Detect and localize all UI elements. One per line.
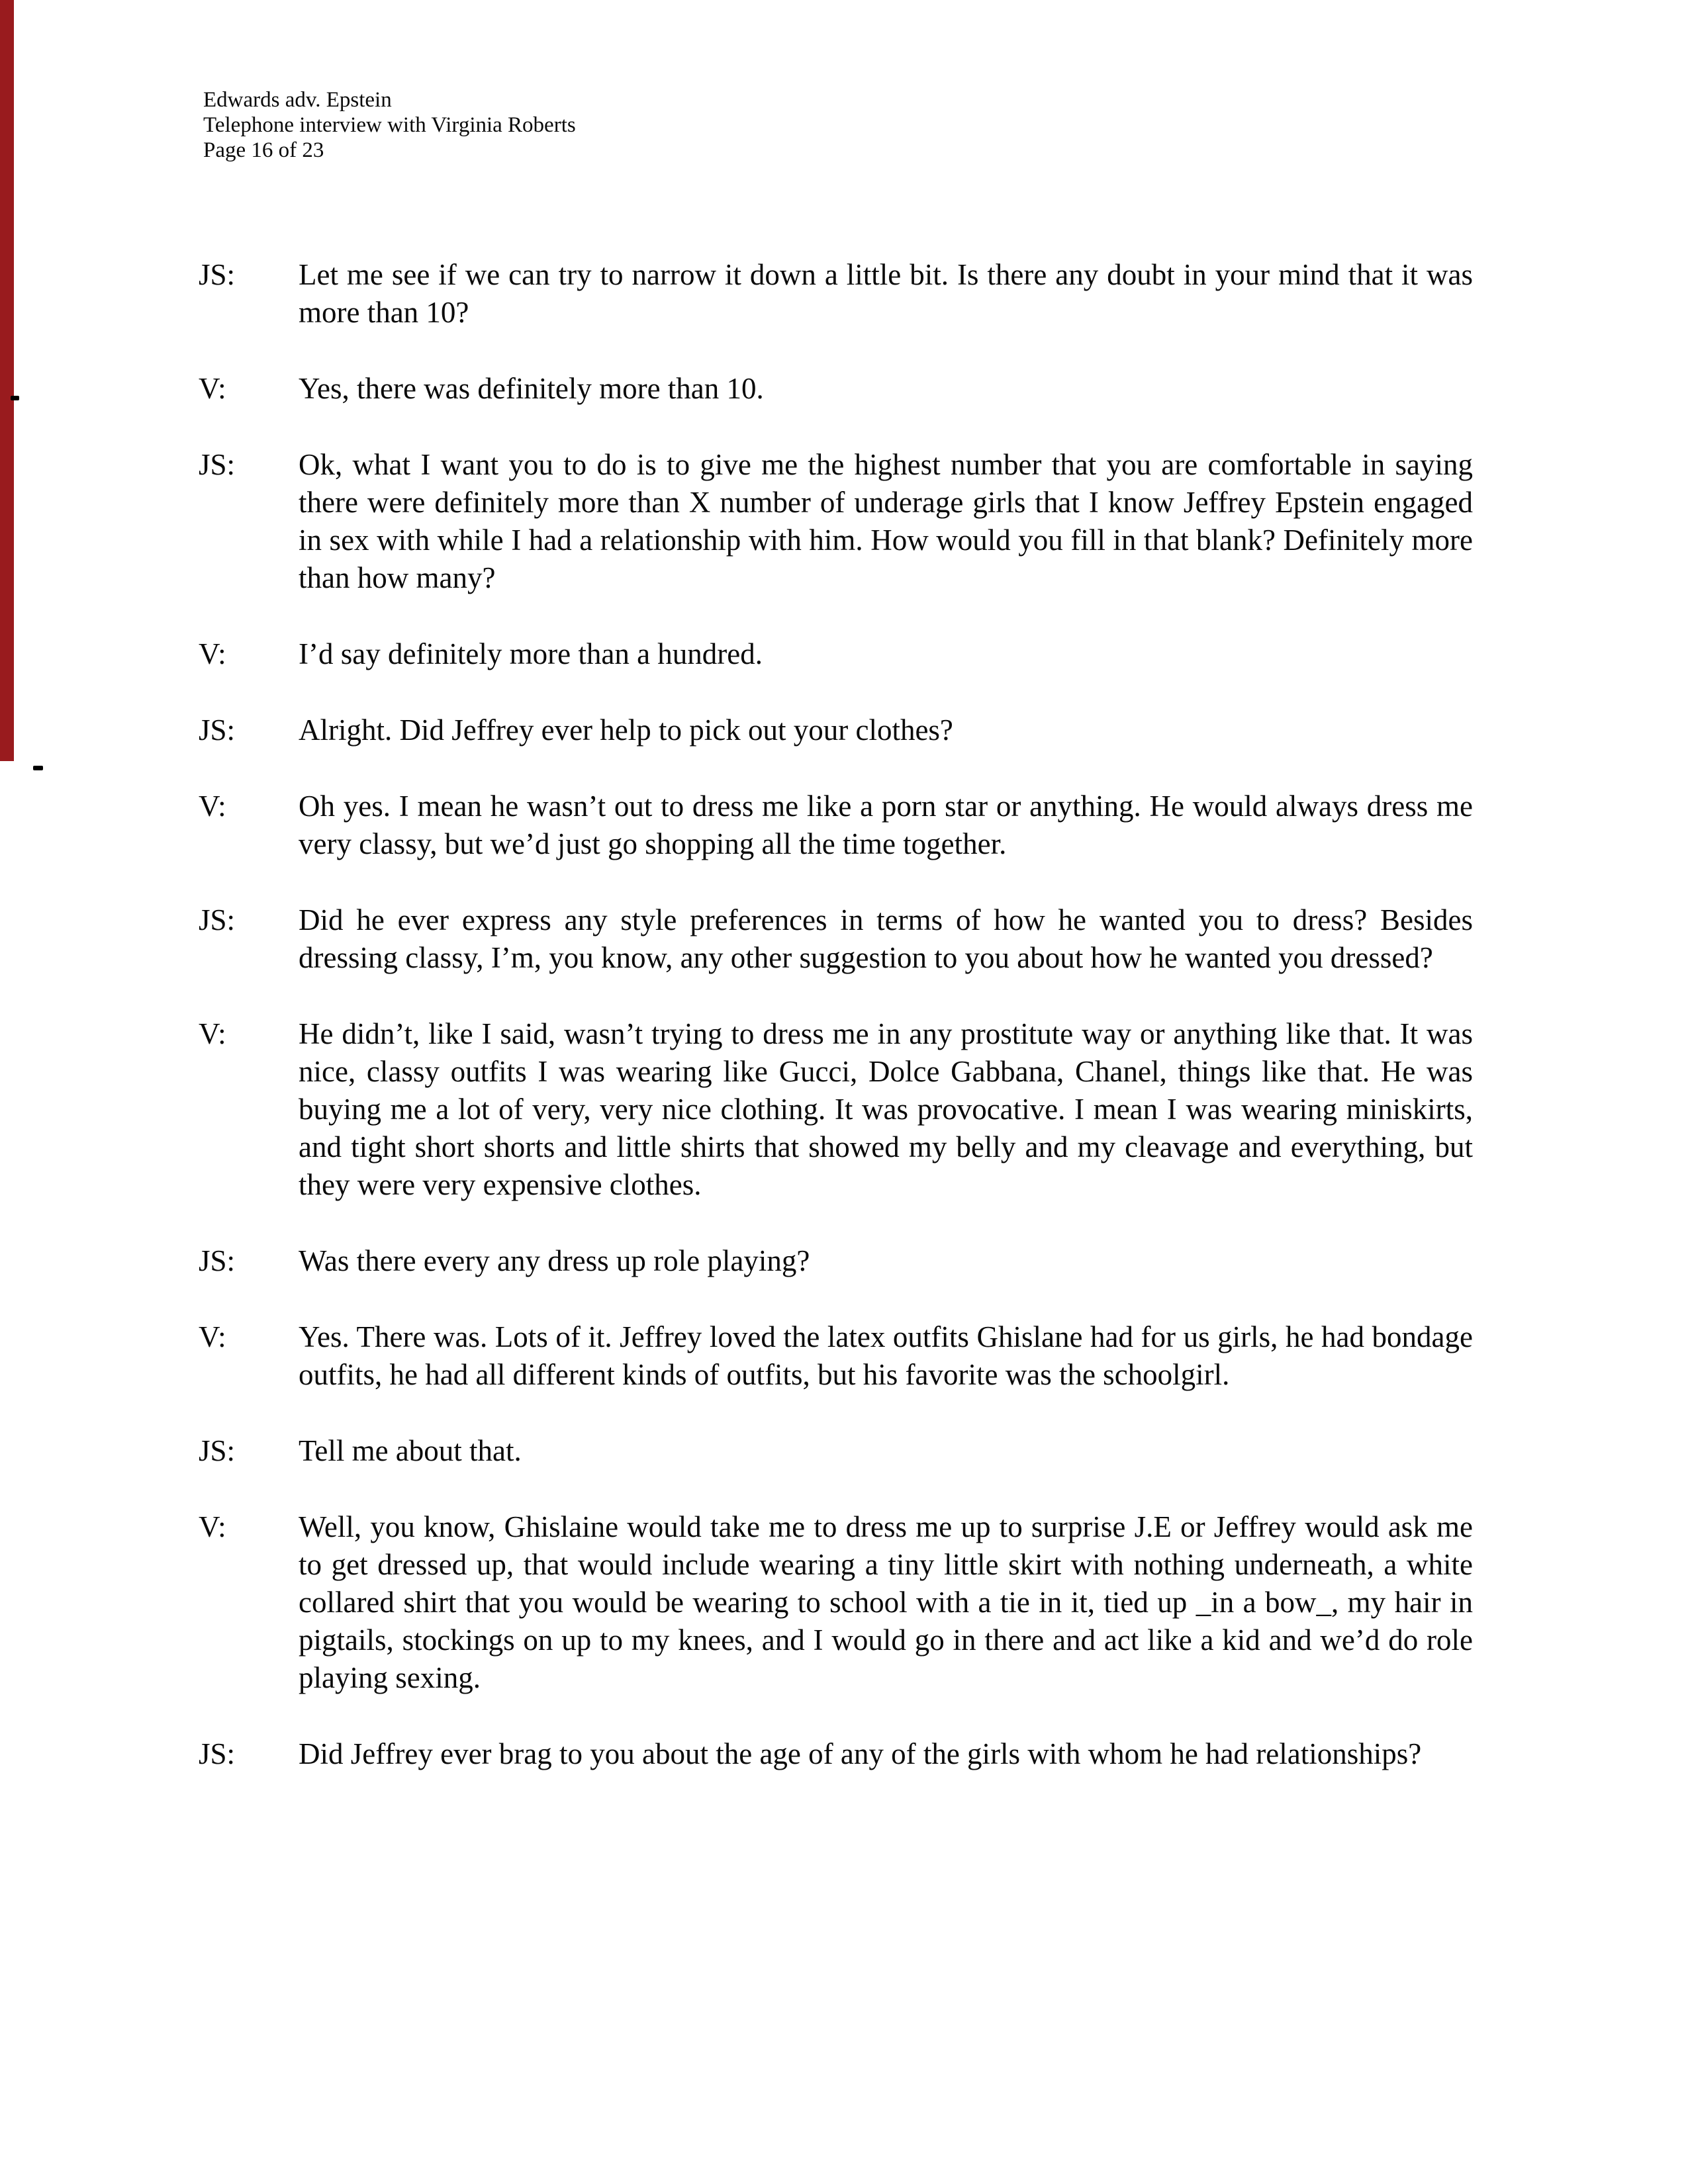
transcript-row — [199, 901, 1473, 977]
transcript-row — [199, 370, 1473, 408]
speaker-label: JS: — [199, 258, 236, 291]
transcript-row — [199, 1432, 1473, 1470]
transcript-row — [199, 446, 1473, 597]
speaker-label: V: — [199, 1320, 226, 1353]
utterance-text: I’d say definitely more than a hundred. — [299, 637, 763, 670]
utterance-text: Yes, there was definitely more than 10. — [299, 372, 764, 405]
speaker-label: JS: — [199, 1737, 236, 1770]
transcript-row — [199, 1735, 1473, 1773]
page-header — [203, 87, 576, 163]
scan-artifact-dot — [11, 396, 19, 400]
utterance-text: Let me see if we can try to narrow it down a little bit. Is there any doubt in your mind that it was more than 10? — [299, 258, 1473, 329]
speaker-label: JS: — [199, 1244, 236, 1277]
speaker-label: JS: — [199, 448, 236, 481]
speaker-label: JS: — [199, 1434, 236, 1467]
transcript-row — [199, 1015, 1473, 1204]
header-page-number: Page 16 of 23 — [203, 138, 324, 162]
transcript-row — [199, 1318, 1473, 1394]
utterance-text: Oh yes. I mean he wasn’t out to dress me like a porn star or anything. He would always dress me very classy, but we’d just go shopping all the time together. — [299, 790, 1473, 860]
transcript-body — [199, 256, 1473, 1811]
transcript-row — [199, 1508, 1473, 1697]
utterance-text: Did Jeffrey ever brag to you about the age of any of the girls with whom he had relationships? — [299, 1737, 1422, 1770]
utterance-text: Well, you know, Ghislaine would take me to dress me up to surprise J.E or Jeffrey would ask me to get dressed up, that would include wearing a tiny little skirt with nothing underneath, a white collared shirt that you would be wearing to school with a tie in it, tied up _in a bow_, my hair in pigtails, stockings on up to my knees, and I would go in there and act like a kid and we’d do role playing sexing. — [299, 1510, 1473, 1694]
utterance-text: Did he ever express any style preferences in terms of how he wanted you to dress? Besides dressing classy, I’m, you know, any other suggestion to you about how he wanted you dressed? — [299, 903, 1473, 974]
speaker-label: V: — [199, 637, 226, 670]
utterance-text: Alright. Did Jeffrey ever help to pick out your clothes? — [299, 713, 953, 747]
utterance-text: Ok, what I want you to do is to give me the highest number that you are comfortable in saying there were definitely more than X number of underage girls that I know Jeffrey Epstein engaged in sex with while I had a relationship with him. How would you fill in that blank? Definitely more than how many? — [299, 448, 1473, 594]
utterance-text: He didn’t, like I said, wasn’t trying to dress me in any prostitute way or anything like that. It was nice, classy outfits I was wearing like Gucci, Dolce Gabbana, Chanel, things like that. He was buying me a lot of very, very nice clothing. It was provocative. I mean I was wearing miniskirts, and tight short shorts and little shirts that showed my belly and my cleavage and everything, but they were very expensive clothes. — [299, 1017, 1473, 1201]
transcript-row — [199, 635, 1473, 673]
speaker-label: V: — [199, 790, 226, 823]
speaker-label: V: — [199, 1510, 226, 1543]
transcript-row — [199, 788, 1473, 863]
scan-artifact-dot — [33, 766, 43, 770]
transcript-row — [199, 711, 1473, 749]
transcript-row — [199, 256, 1473, 332]
utterance-text: Tell me about that. — [299, 1434, 522, 1467]
speaker-label: V: — [199, 372, 226, 405]
transcript-row — [199, 1242, 1473, 1280]
utterance-text: Was there every any dress up role playing? — [299, 1244, 810, 1277]
header-document-title: Telephone interview with Virginia Roberts — [203, 113, 576, 137]
speaker-label: JS: — [199, 713, 236, 747]
header-case-title: Edwards adv. Epstein — [203, 88, 392, 112]
utterance-text: Yes. There was. Lots of it. Jeffrey loved the latex outfits Ghislane had for us girls, he had bondage outfits, he had all different kinds of outfits, but his favorite was the schoolgirl. — [299, 1320, 1473, 1391]
speaker-label: JS: — [199, 903, 236, 936]
scan-edge-stripe — [0, 0, 14, 761]
speaker-label: V: — [199, 1017, 226, 1050]
